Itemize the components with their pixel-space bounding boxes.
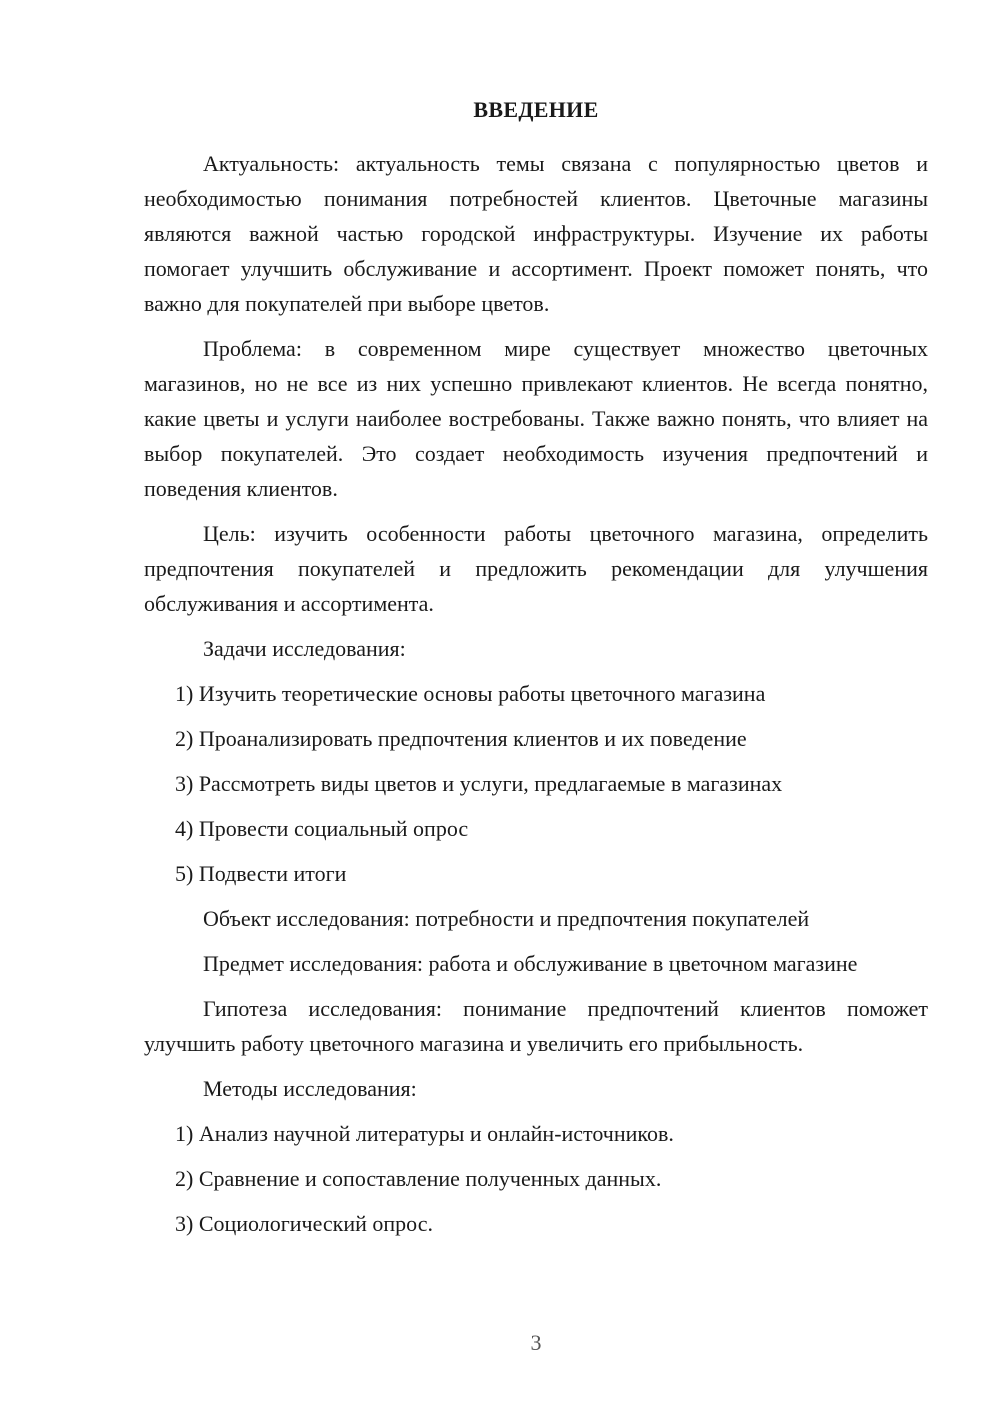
document-page [144,96,928,1251]
list-item: 1) Анализ научной литературы и онлайн-источников. [175,1121,674,1146]
methods-list [144,1116,928,1241]
page-number: 3 [530,1330,542,1355]
object-paragraph: Объект исследования: потребности и предпочтения покупателей [203,906,810,931]
page-title: ВВЕДЕНИЕ [473,97,599,122]
tasks-heading: Задачи исследования: [203,636,406,661]
methods-heading: Методы исследования: [203,1076,417,1101]
problem-paragraph: Проблема: в современном мире существует множество цветочных магазинов, но не все из них успешно привлекают клиентов. Не всегда понятно, какие цветы и услуги наиболее востребованы. Также важно понять, что влияет на выбор покупателей. Это создает необходимость изучения предпочтений и поведения клиентов. [144,336,928,501]
list-item: 3) Рассмотреть виды цветов и услуги, предлагаемые в магазинах [175,771,783,796]
tasks-list [144,676,928,891]
relevance-paragraph: Актуальность: актуальность темы связана с популярностью цветов и необходимостью понимания потребностей клиентов. Цветочные магазины являются важной частью городской инфраструктуры. Изучение их работы помогает улучшить обслуживание и ассортимент. Проект поможет понять, что важно для покупателей при выборе цветов. [144,151,928,316]
goal-paragraph: Цель: изучить особенности работы цветочного магазина, определить предпочтения покупателей и предложить рекомендации для улучшения обслуживания и ассортимента. [144,521,928,616]
list-item: 2) Сравнение и сопоставление полученных данных. [175,1166,662,1191]
list-item: 3) Социологический опрос. [175,1211,433,1236]
list-item: 4) Провести социальный опрос [175,816,469,841]
list-item: 2) Проанализировать предпочтения клиентов и их поведение [175,726,747,751]
list-item: 1) Изучить теоретические основы работы цветочного магазина [175,681,766,706]
hypothesis-paragraph: Гипотеза исследования: понимание предпочтений клиентов поможет улучшить работу цветочного магазина и увеличить его прибыльность. [144,996,928,1056]
subject-paragraph: Предмет исследования: работа и обслуживание в цветочном магазине [203,951,858,976]
list-item: 5) Подвести итоги [175,861,347,886]
